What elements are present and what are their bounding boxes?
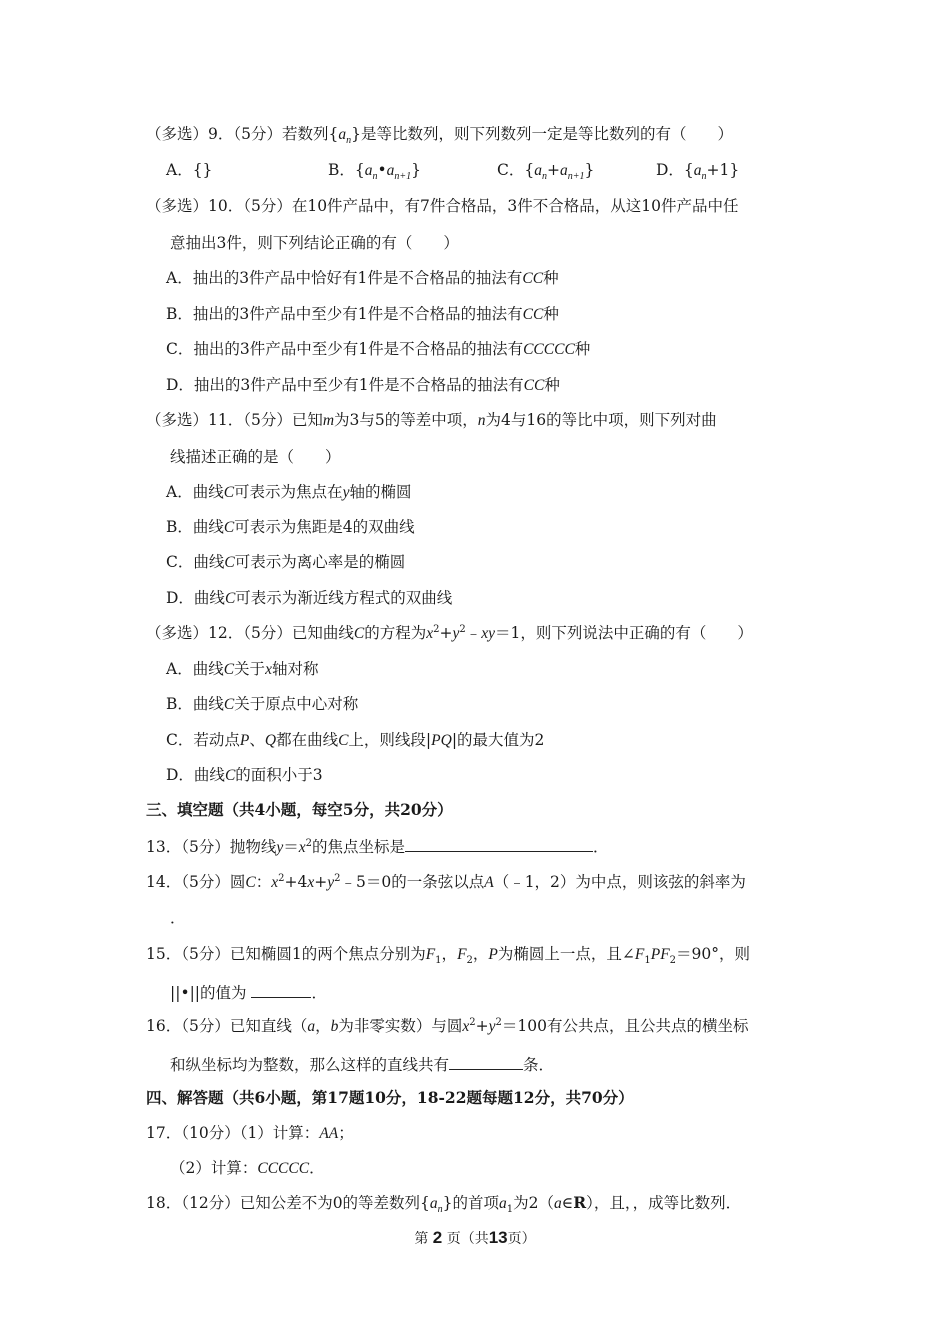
footer-middle: 页（共 [446, 1231, 489, 1247]
q18: 18．（12分）已知公差不为0的等差数列$\{a_n\}$的首项$a_1$为2（a∈R），且，，成等比数列． [146, 1193, 742, 1216]
q16-line2: 和纵坐标均为整数，那么这样的直线共有 条． [170, 1053, 554, 1075]
footer-suffix: 页） [507, 1231, 536, 1247]
q11-option-a: A．曲线C可表示为焦点在y轴的椭圆 [166, 483, 412, 501]
q9-option-c: C．$\{a_n+a_{n+1}\}$ [497, 161, 595, 183]
q10-stem-line1: （多选）10．（5分）在10件产品中，有7件合格品，3件不合格品，从这10件产品中任 [146, 197, 739, 215]
q11-option-b: B．曲线C可表示为焦距是4的双曲线 [166, 518, 415, 536]
q9-option-a: A．{} [166, 161, 213, 179]
q15-line1: 15．（5分）已知椭圆1的两个焦点分别为$F_1$，$F_2$，P为椭圆上一点，且$\angle F_1PF_2=90^\circ$，则 [146, 945, 751, 967]
q13: 13．（5分）抛物线$y=x^2$的焦点坐标是 ． [146, 835, 609, 858]
q12-option-b: B．曲线C关于原点中心对称 [166, 695, 359, 713]
footer-total-pages: 13 [488, 1228, 508, 1247]
q12-stem: （多选）12．（5分）已知曲线C的方程为$x^2+y^2﹣xy=1$，则下列说法中正确的有（ ） [146, 623, 753, 642]
q10-option-d: D．抽出的3件产品中至少有1件是不合格品的抽法有CC种 [166, 376, 560, 394]
page-footer [0, 1228, 950, 1248]
q10-stem-line2: 意抽出3件，则下列结论正确的有（ ） [170, 234, 459, 252]
q11-stem-line2: 线描述正确的是（ ） [170, 448, 341, 466]
q10-option-c: C．抽出的3件产品中至少有1件是不合格品的抽法有CCCCC种 [166, 340, 591, 358]
q11-option-d: D．曲线C可表示为渐近线方程式的双曲线 [166, 589, 453, 607]
q12-option-c: C．若动点P、Q都在曲线C上，则线段|PQ|的最大值为2 [166, 731, 545, 749]
q11-stem-line1: （多选）11．（5分）已知m为3与5的等差中项，n为4与16的等比中项，则下列对曲 [146, 411, 717, 429]
section-4-heading: 四、解答题（共6小题，第17题10分，18-22题每题12分，共70分） [146, 1088, 634, 1107]
q16-line1: 16．（5分）已知直线（a，b为非零实数）与圆$x^2+y^2=100$有公共点，且公共点的横坐标 [146, 1016, 749, 1035]
q14-line1: 14．（5分）圆C：$x^2+4x+y^2﹣5=0$的一条弦以点A（﹣1，2）为中点，则该弦的斜率为 [146, 872, 746, 891]
q10-option-b: B．抽出的3件产品中至少有1件是不合格品的抽法有CC种 [166, 305, 559, 323]
q9-stem: （多选）9．（5分）若数列$\{a_n\}$是等比数列，则下列数列一定是等比数列的有（ ） [146, 125, 733, 147]
q9-option-b: B．$\{a_n•a_{n+1}\}$ [328, 161, 422, 183]
q14-line2: ． [170, 909, 186, 927]
q12-option-a: A．曲线C关于x轴对称 [166, 660, 319, 678]
q10-option-a: A．抽出的3件产品中恰好有1件是不合格品的抽法有CC种 [166, 269, 559, 287]
q11-option-c: C．曲线C可表示为离心率是的椭圆 [166, 553, 406, 571]
section-3-heading: 三、填空题（共4小题，每空5分，共20分） [146, 800, 453, 819]
q9-option-d: D．$\{a_n+1\}$ [656, 161, 740, 183]
footer-prefix: 第 [414, 1231, 429, 1247]
footer-page-number: 2 [432, 1228, 443, 1247]
q17-line1: 17．（10分）（1）计算：AA； [146, 1124, 354, 1142]
q12-option-d: D．曲线C的面积小于3 [166, 766, 323, 784]
q17-line2: （2）计算：CCCCC． [170, 1159, 325, 1177]
q15-line2: ||•||的值为 ． [170, 981, 327, 1003]
